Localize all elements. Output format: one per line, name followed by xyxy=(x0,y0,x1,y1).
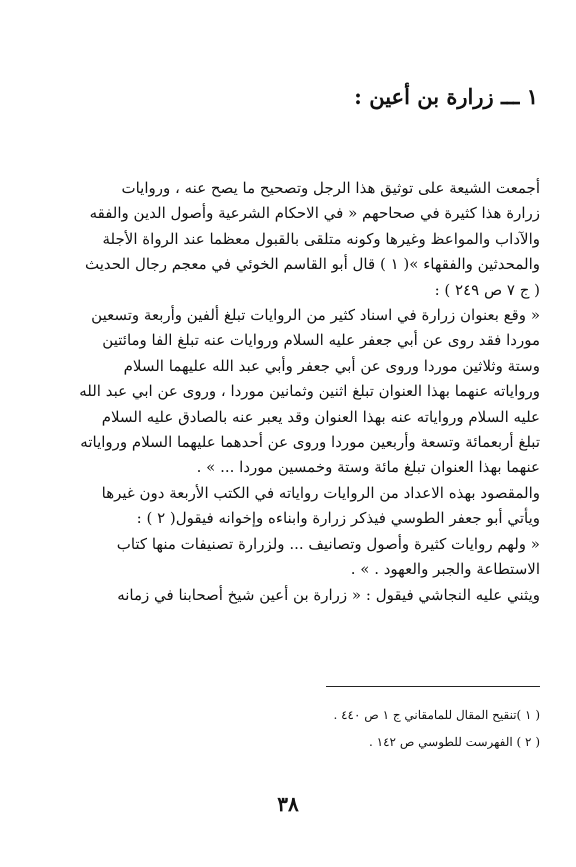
body-line: والمحدثين والفقهاء »( ١ ) قال أبو القاسم الخوئي في معجم رجال الحديث xyxy=(84,255,540,274)
body-line: موردا فقد روى عن أبي جعفر عليه السلام وروايات عنه تبلغ الفا ومائتين xyxy=(102,331,540,350)
body-line: « ولهم روايات كثيرة وأصول وتصانيف ... ولزرارة تصنيفات منها كتاب xyxy=(116,534,540,553)
body-line: أجمعت الشيعة على توثيق هذا الرجل وتصحيح ما يصح عنه ، وروايات xyxy=(121,179,540,197)
body-line: والمقصود بهذه الاعداد من الروايات رواياته في الكتب الأربعة دون غيرها xyxy=(101,483,540,502)
footnote-item: ( ١ )تنقيح المقال للمامقاني ج ١ ص ٤٤٠ . xyxy=(333,708,540,722)
body-line: ويثني عليه النجاشي فيقول : « زرارة بن أعين شيخ أصحابنا في زمانه xyxy=(117,585,540,604)
body-line: وستة وثلاثين موردا وروى عن أبي جعفر وأبي عبد الله عليهما السلام xyxy=(123,356,540,375)
body-line: الاستطاعة والجبر والعهود . » . xyxy=(350,560,540,579)
footnotes xyxy=(36,702,540,756)
body-line: عليه السلام ورواياته عنه بهذا العنوان وقد يعبر عنه بالصادق عليه السلام xyxy=(101,407,540,426)
body-line: زرارة هذا كثيرة في صحاحهم « في الاحكام الشرعية وأصول الدين والفقه xyxy=(89,204,540,223)
section-heading: ١ ـــ زرارة بن أعين : xyxy=(354,84,538,109)
body-text xyxy=(36,176,540,608)
body-line: « وقع بعنوان زرارة في اسناد كثير من الروايات تبلغ ألفين وأربعة وتسعين xyxy=(91,306,540,325)
body-line: ورواياته عنهما بهذا العنوان تبلغ اثنين وثمانين موردا ، وروى عن ابي عبد الله xyxy=(79,382,540,401)
body-line: ( ج ٧ ص ٢٤٩ ) : xyxy=(434,280,540,299)
body-line: والآداب والمواعظ وغيرها وكونه متلقى بالقبول معظما عند الرواة الأجلة xyxy=(102,229,540,248)
body-line: تبلغ أربعمائة وتسعة وأربعين موردا وروى عن أحدهما عليهما السلام ورواياته xyxy=(80,433,540,452)
page-number: ٣٨ xyxy=(277,792,299,816)
body-line: ويأتي أبو جعفر الطوسي فيذكر زرارة وابناءه وإخوانه فيقول( ٢ ) : xyxy=(136,509,540,528)
footnote-item: ( ٢ ) الفهرست للطوسي ص ١٤٢ . xyxy=(369,735,540,749)
body-line: عنهما بهذا العنوان تبلغ مائة وستة وخمسين موردا ... » . xyxy=(196,458,540,477)
footnote-divider xyxy=(326,686,540,687)
